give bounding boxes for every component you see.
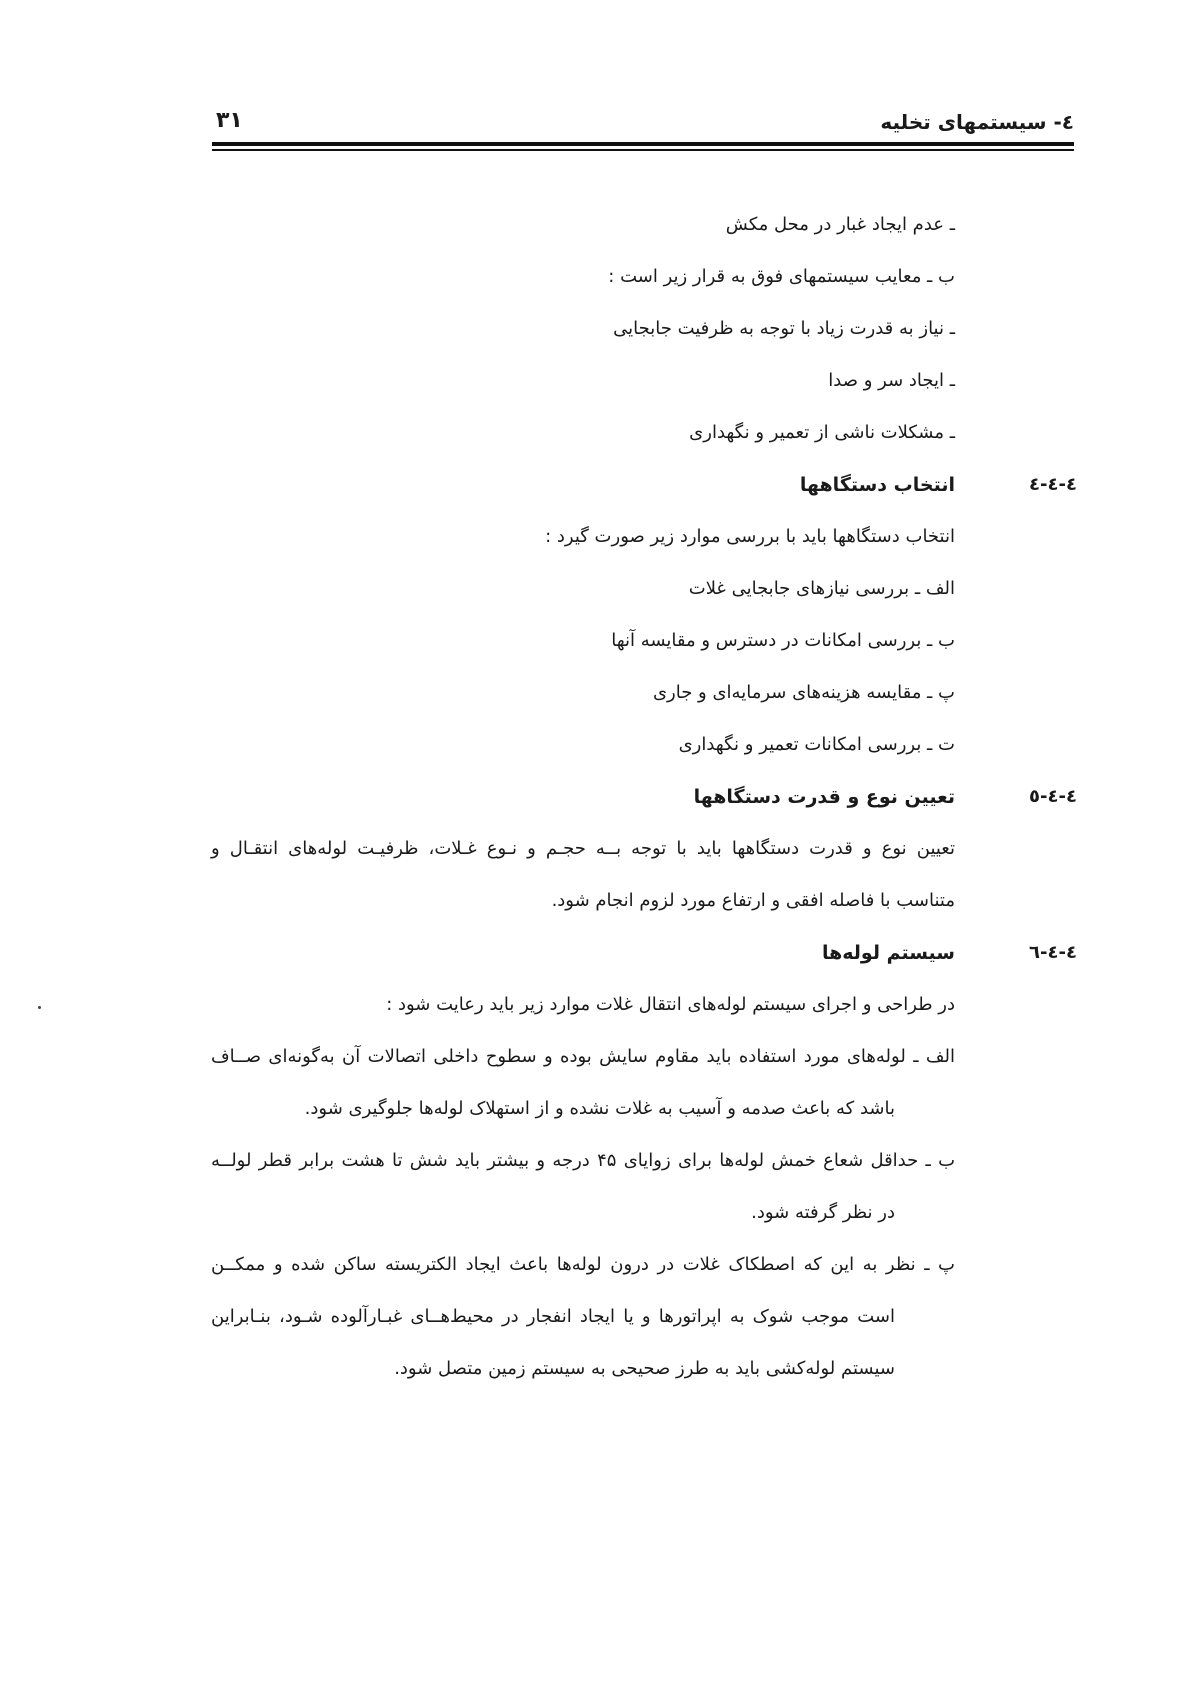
section-number: ٤-٤-٥ — [1029, 786, 1077, 807]
list-item-continuation: در نظر گرفته شود. — [751, 1202, 895, 1223]
list-item: ب ـ حداقل شعاع خمش لوله‌ها برای زوایای ۴۵ درجه و بیشتر باید شش تا هشت برابر قطر لولــه — [211, 1150, 956, 1171]
section-heading-4-4-4 — [211, 470, 1077, 522]
header-rule-thin — [212, 149, 1074, 151]
section-heading-4-4-5 — [211, 782, 1077, 834]
page-body — [211, 210, 1077, 1406]
list-item: پ ـ نظر به این که اصطکاک غلات در درون لوله‌ها باعث ایجاد الکتریسته ساکن شده و ممکــن — [211, 1254, 955, 1275]
section-title: سیستم لوله‌ها — [821, 942, 955, 964]
list-item: ت ـ بررسی امکانات تعمیر و نگهداری — [678, 734, 955, 755]
section-lead: در طراحی و اجرای سیستم لوله‌های انتقال غلات موارد زیر باید رعایت شود : — [386, 994, 955, 1015]
list-item: ب ـ بررسی امکانات در دسترس و مقایسه آنها — [611, 630, 955, 651]
list-item: پ ـ مقایسه هزینه‌های سرمایه‌ای و جاری — [652, 682, 955, 703]
section-title: انتخاب دستگاهها — [799, 474, 955, 496]
paragraph-line: تعیین نوع و قدرت دستگاهها باید با توجه بــه حجـم و نـوع غـلات، ظرفیـت لوله‌های انتقـال و — [211, 838, 955, 859]
list-item: ـ مشکلات ناشی از تعمیر و نگهداری — [689, 422, 955, 443]
intro-list — [211, 210, 955, 470]
section-lead: انتخاب دستگاهها باید با بررسی موارد زیر صورت گیرد : — [545, 526, 955, 547]
list-item-continuation: باشد که باعث صدمه و آسیب به غلات نشده و از استهلاک لوله‌ها جلوگیری شود. — [304, 1098, 895, 1119]
list-item: الف ـ بررسی نیازهای جابجایی غلات — [688, 578, 955, 599]
paragraph-line: متناسب با فاصله افقی و ارتفاع مورد لزوم انجام شود. — [551, 890, 955, 911]
list-item: الف ـ لوله‌های مورد استفاده باید مقاوم سایش بوده و سطوح داخلی اتصالات آن به‌گونه‌ای صــاف — [211, 1046, 955, 1067]
section-number: ٤-٤-٦ — [1029, 942, 1077, 963]
list-item: ـ ایجاد سر و صدا — [828, 370, 955, 391]
list-item: ـ عدم ایجاد غبار در محل مکش — [725, 214, 955, 235]
list-item: ب ـ معایب سیستمهای فوق به قرار زیر است : — [608, 266, 955, 287]
section-title: تعیین نوع و قدرت دستگاهها — [693, 786, 955, 808]
section-number: ٤-٤-٤ — [1029, 474, 1077, 495]
section-heading-4-4-6 — [211, 938, 1077, 990]
margin-dot — [38, 1006, 41, 1009]
header-rule-thick — [212, 142, 1074, 146]
page-header — [212, 108, 1074, 138]
page-number: ۳۱ — [216, 108, 243, 133]
running-title: ٤- سیستمهای تخلیه — [880, 110, 1074, 134]
list-item-continuation: است موجب شوک به اپراتورها و یا ایجاد انفجار در محیط‌هــای غبـارآلوده شـود، بنـابراین — [211, 1306, 895, 1327]
list-item: ـ نیاز به قدرت زیاد با توجه به ظرفیت جابجایی — [613, 318, 955, 339]
list-item-continuation: سیستم لوله‌کشی باید به طرز صحیحی به سیستم زمین متصل شود. — [394, 1358, 895, 1379]
